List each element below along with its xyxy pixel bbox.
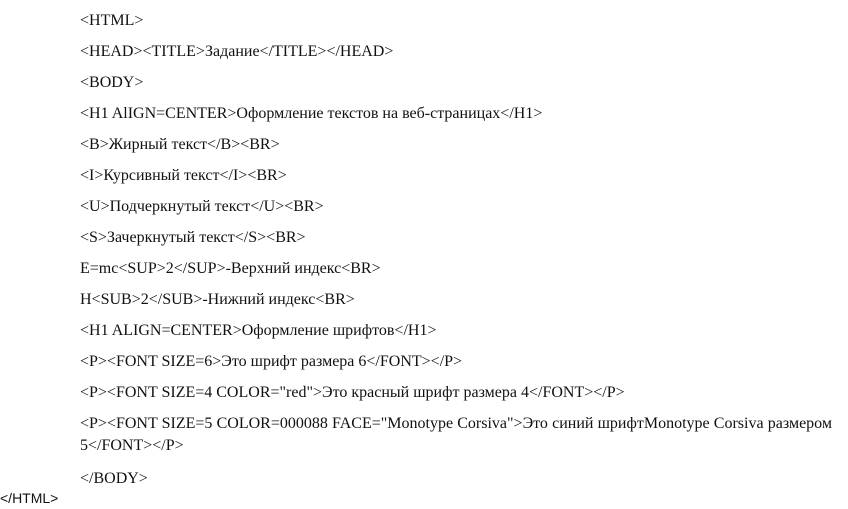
code-line-font-red: <P><FONT SIZE=4 COLOR="red">Это красный шрифт размера 4</FONT></P>	[80, 384, 625, 401]
code-line-body-close: </BODY>	[80, 470, 148, 487]
code-line-font-size-6: <P><FONT SIZE=6>Это шрифт размера 6</FONT></P>	[80, 353, 463, 370]
code-line-italic: <I>Курсивный текст</I><BR>	[80, 167, 287, 184]
code-line-underline: <U>Подчеркнутый текст</U><BR>	[80, 198, 324, 215]
code-line-body-open: <BODY>	[80, 74, 144, 91]
code-line-strike: <S>Зачеркнутый текст</S><BR>	[80, 229, 306, 246]
code-line-bold: <B>Жирный текст</B><BR>	[80, 136, 280, 153]
code-line-subscript: H<SUB>2</SUB>-Нижний индекс<BR>	[80, 291, 355, 308]
code-line-html-close: </HTML>	[0, 490, 59, 506]
code-line-html-open: <HTML>	[80, 12, 144, 29]
code-line-font-corsiva: <P><FONT SIZE=5 COLOR=000088 FACE="Monotype Corsiva">Это синий шрифтMonotype Corsiva размером 5</FONT></P>	[80, 415, 832, 454]
code-line-h1-texts: <H1 AlIGN=CENTER>Оформление текстов на веб-страницах</H1>	[80, 105, 543, 122]
code-line-h1-fonts: <H1 ALIGN=CENTER>Оформление шрифтов</H1>	[80, 322, 437, 339]
code-line-superscript: E=mc<SUP>2</SUP>-Верхний индекс<BR>	[80, 260, 381, 277]
code-line-head: <HEAD><TITLE>Задание</TITLE></HEAD>	[80, 43, 394, 60]
